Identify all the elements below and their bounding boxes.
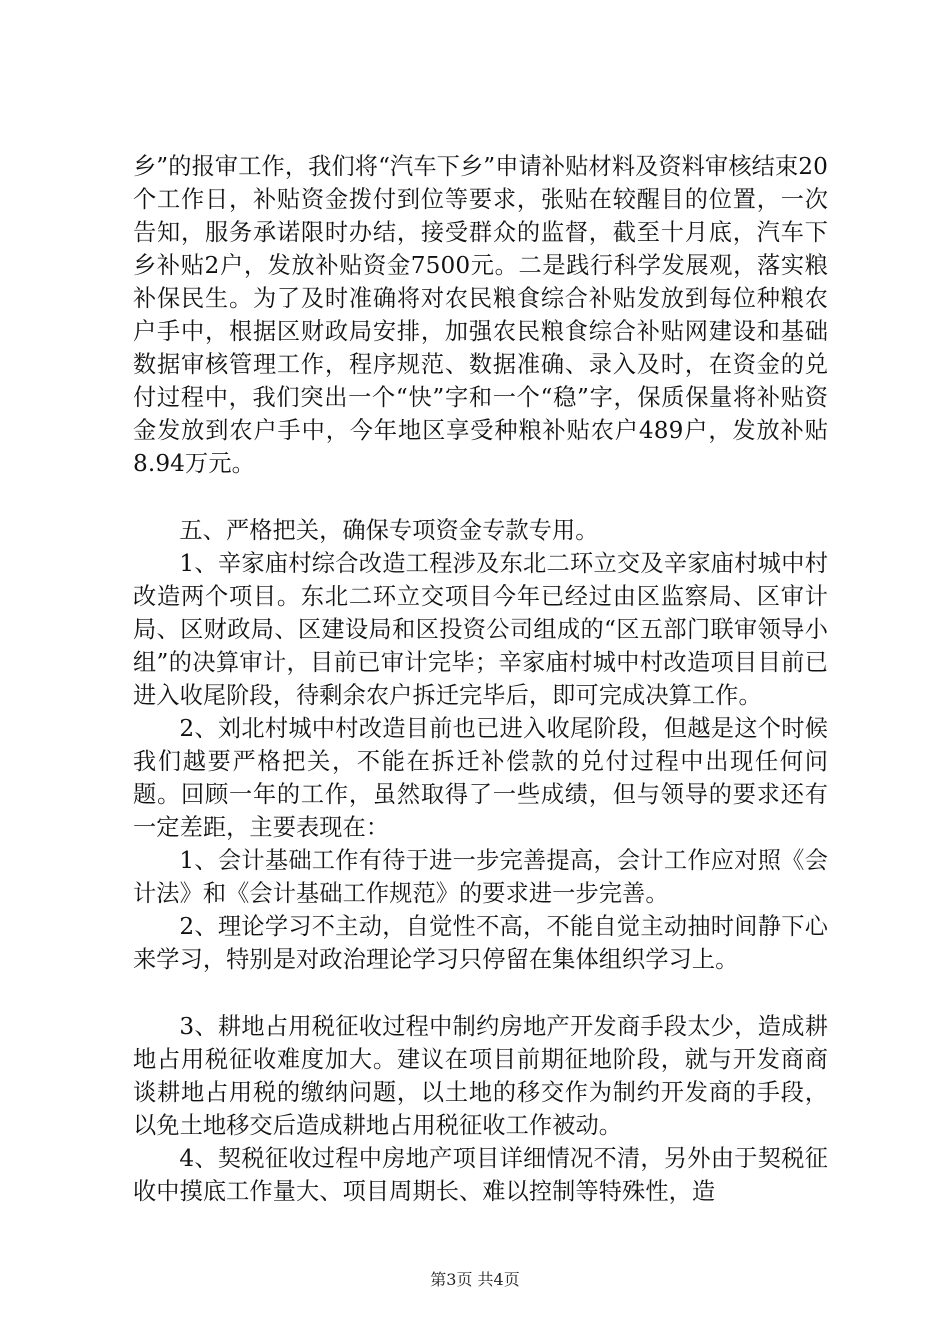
paragraph-continuation: 乡”的报审工作，我们将“汽车下乡”申请补贴材料及资料审核结束20个工作日，补贴资金拨付到位等要求，张贴在较醒目的位置，一次告知，服务承诺限时办结，接受群众的监督，截至十月底，汽车下乡补贴2户，发放补贴资金7500元。二是践行科学发展观，落实粮补保民生。为了及时准确将对农民粮食综合补贴发放到每位种粮农户手中，根据区财政局安排，加强农民粮食综合补贴网建设和基础数据审核管理工作，程序规范、数据准确、录入及时，在资金的兑付过程中，我们突出一个“快”字和一个“稳”字，保质保量将补贴资金发放到农户手中，今年地区享受种粮补贴农户489户，发放补贴8.94万元。 — [133, 153, 828, 477]
paragraph-item: 1、会计基础工作有待于进一步完善提高，会计工作应对照《会计法》和《会计基础工作规范》的要求进一步完善。 — [133, 847, 828, 907]
paragraph-item: 3、耕地占用税征收过程中制约房地产开发商手段太少，造成耕地占用税征收难度加大。建议在项目前期征地阶段，就与开发商商谈耕地占用税的缴纳问题，以土地的移交作为制约开发商的手段，以免土地移交后造成耕地占用税征收工作被动。 — [133, 1013, 828, 1139]
paragraph-item: 4、契税征收过程中房地产项目详细情况不清，另外由于契税征收中摸底工作量大、项目周期长、难以控制等特殊性，造 — [133, 1145, 828, 1205]
page-number-footer: 第3页 共4页 — [430, 1270, 520, 1289]
paragraph-gap — [133, 976, 828, 1010]
paragraph-gap — [133, 480, 828, 514]
section-heading: 五、严格把关，确保专项资金专款专用。 — [179, 517, 599, 544]
paragraph-item: 2、刘北村城中村改造目前也已进入收尾阶段，但越是这个时候我们越要严格把关，不能在拆迁补偿款的兑付过程中出现任何问题。回顾一年的工作，虽然取得了一些成绩，但与领导的要求还有一定差距，主要表现在： — [133, 715, 828, 841]
paragraph-item: 1、辛家庙村综合改造工程涉及东北二环立交及辛家庙村城中村改造两个项目。东北二环立交项目今年已经过由区监察局、区审计局、区财政局、区建设局和区投资公司组成的“区五部门联审领导小组”的决算审计，目前已审计完毕；辛家庙村城中村改造项目目前已进入收尾阶段，待剩余农户拆迁完毕后，即可完成决算工作。 — [133, 550, 828, 709]
document-body — [133, 150, 828, 1208]
paragraph-item: 2、理论学习不主动，自觉性不高，不能自觉主动抽时间静下心来学习，特别是对政治理论学习只停留在集体组织学习上。 — [133, 913, 828, 973]
